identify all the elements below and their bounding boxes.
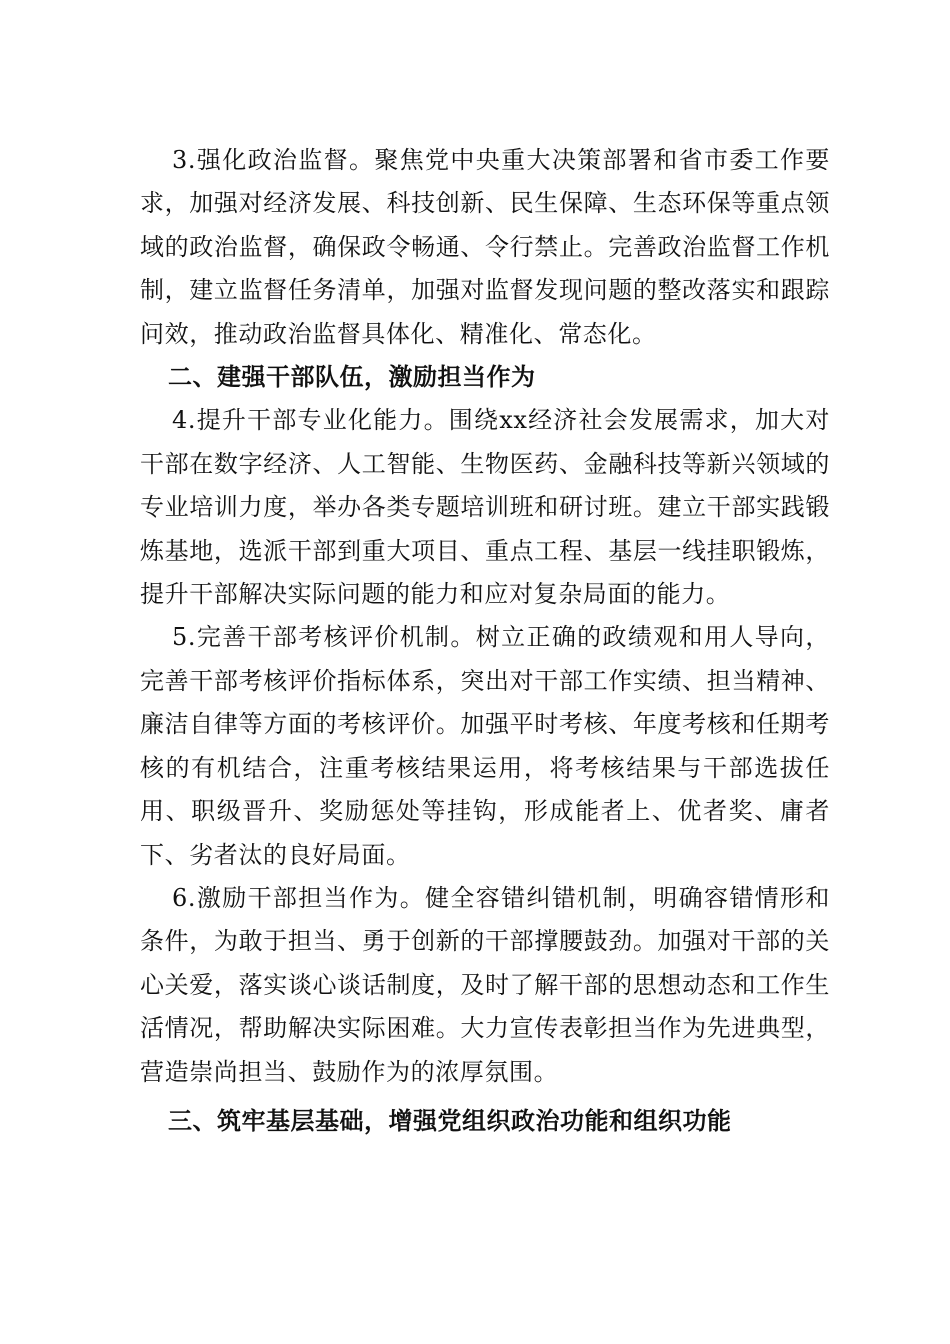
- section-heading-cadre-team: 二、建强干部队伍，激励担当作为: [168, 363, 536, 392]
- paragraph-political-supervision: 3.强化政治监督。聚焦党中央重大决策部署和省市委工作要求，加强对经济发展、科技创新、民生保障、生态环保等重点领域的政治监督，确保政令畅通、令行禁止。完善政治监督工作机制，建立监督任务清单，加强对监督发现问题的整改落实和跟踪问效，推动政治监督具体化、精准化、常态化。: [140, 146, 830, 348]
- section-heading-grassroots-foundation: 三、筑牢基层基础，增强党组织政治功能和组织功能: [168, 1106, 732, 1135]
- paragraph-cadre-evaluation-mechanism: 5.完善干部考核评价机制。树立正确的政绩观和用人导向，完善干部考核评价指标体系，突出对干部工作实绩、担当精神、廉洁自律等方面的考核评价。加强平时考核、年度考核和任期考核的有机结合，注重考核结果运用，将考核结果与干部选拔任用、职级晋升、奖励惩处等挂钩，形成能者上、优者奖、庸者下、劣者汰的良好局面。: [140, 623, 830, 869]
- paragraph-cadre-incentive: 6.激励干部担当作为。健全容错纠错机制，明确容错情形和条件，为敢于担当、勇于创新的干部撑腰鼓劲。加强对干部的关心关爱，落实谈心谈话制度，及时了解干部的思想动态和工作生活情况，帮助解决实际困难。大力宣传表彰担当作为先进典型，营造崇尚担当、鼓励作为的浓厚氛围。: [140, 883, 830, 1086]
- document-body: [140, 139, 830, 1143]
- paragraph-cadre-professional-ability: 4.提升干部专业化能力。围绕xx经济社会发展需求，加大对干部在数字经济、人工智能、生物医药、金融科技等新兴领域的专业培训力度，举办各类专题培训班和研讨班。建立干部实践锻炼基地，选派干部到重大项目、重点工程、基层一线挂职锻炼，提升干部解决实际问题的能力和应对复杂局面的能力。: [140, 406, 830, 609]
